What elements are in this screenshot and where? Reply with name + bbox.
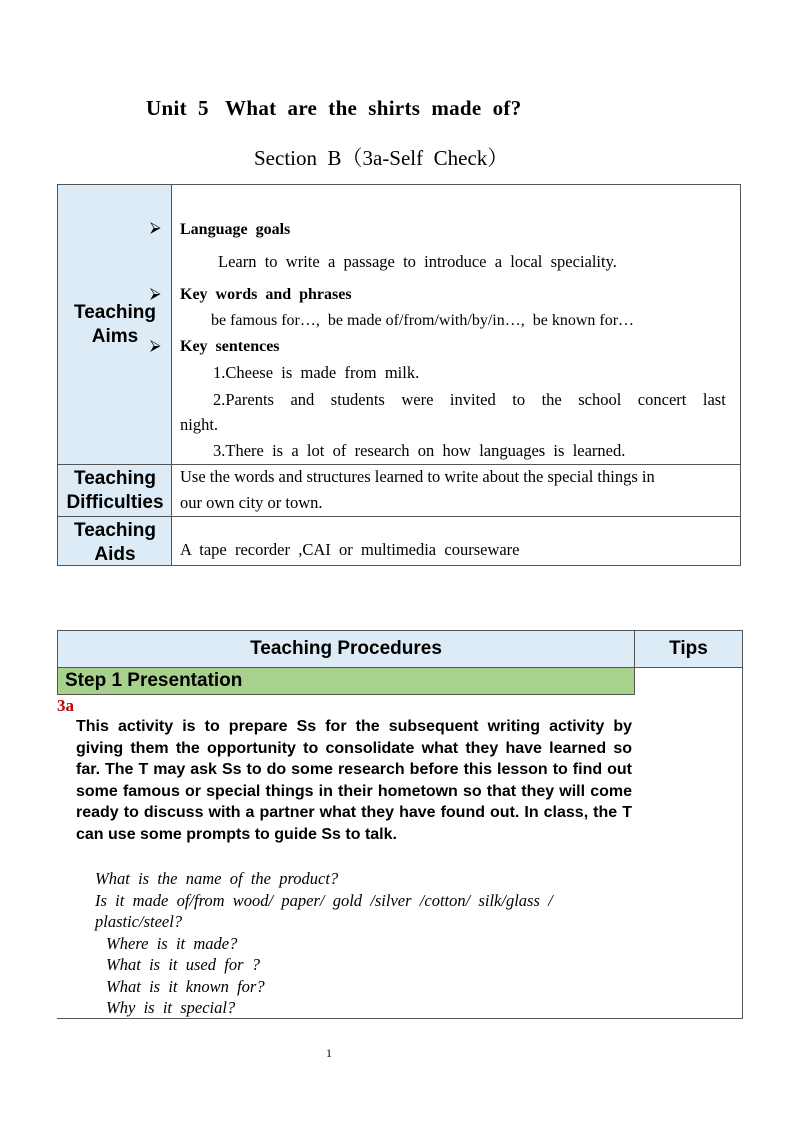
language-goals-heading: Language goals	[180, 221, 291, 238]
bullet-arrow-icon: ⮚	[150, 285, 161, 302]
language-goals-text: Learn to write a passage to introduce a local speciality.	[218, 252, 617, 271]
prompt-question: What is the name of the product?	[95, 869, 339, 888]
document-title: Unit 5 What are the shirts made of?	[146, 96, 522, 120]
difficulties-text-line1: Use the words and structures learned to write about the special things in	[180, 467, 655, 486]
tips-header: Tips	[669, 638, 708, 659]
prompt-question: What is it used for ?	[106, 955, 261, 974]
difficulties-label: Teaching Difficulties	[66, 468, 164, 513]
prompt-question: plastic/steel?	[95, 912, 183, 931]
aims-label: Teaching Aims	[74, 302, 156, 347]
key-sentence-1: 1.Cheese is made from milk.	[213, 363, 420, 382]
tips-header-cell	[635, 630, 743, 668]
activity-label: 3a	[57, 696, 74, 715]
procedures-header-cell	[57, 630, 635, 668]
prompt-question: Is it made of/from wood/ paper/ gold /silver /cotton/ silk/glass /	[95, 891, 553, 910]
bullet-arrow-icon: ⮚	[150, 337, 161, 354]
prompt-question: Why is it special?	[106, 998, 236, 1017]
key-sentence-3: 3.There is a lot of research on how languages is learned.	[213, 441, 626, 460]
key-words-text: be famous for…, be made of/from/with/by/in…, be known for…	[211, 312, 635, 329]
activity-description: This activity is to prepare Ss for the subsequent writing activity by giving them the opportunity to consolidate what they have learned so far. The T may ask Ss to do some research before this lesson to find out some famous or special things in their hometown so that they will come ready to discuss with a partner what they have found out. In class, the T can use some prompts to guide Ss to talk.	[76, 718, 632, 843]
teaching-procedures-table	[57, 630, 743, 1019]
row-divider	[58, 464, 740, 465]
prompt-question: What is it known for?	[106, 977, 265, 996]
tips-column	[635, 668, 743, 1019]
key-sentences-heading: Key sentences	[180, 338, 280, 355]
teaching-info-table	[57, 184, 741, 566]
difficulties-text-line2: our own city or town.	[180, 493, 323, 512]
prompt-question: Where is it made?	[106, 934, 238, 953]
key-words-heading: Key words and phrases	[180, 286, 352, 303]
step-row	[57, 668, 635, 695]
key-sentence-2-continued: night.	[180, 415, 219, 434]
bullet-arrow-icon: ⮚	[150, 219, 161, 236]
procedures-header: Teaching Procedures	[250, 638, 442, 659]
row-divider	[58, 516, 740, 517]
page-number: 1	[326, 1046, 332, 1060]
aids-label: Teaching Aids	[74, 520, 156, 565]
aids-text: A tape recorder ,CAI or multimedia courseware	[180, 540, 520, 559]
section-subtitle: Section B（3a-Self Check）	[254, 146, 509, 170]
step-title: Step 1 Presentation	[65, 670, 243, 691]
key-sentence-2: 2.Parents and students were invited to the school concert last	[213, 390, 726, 409]
